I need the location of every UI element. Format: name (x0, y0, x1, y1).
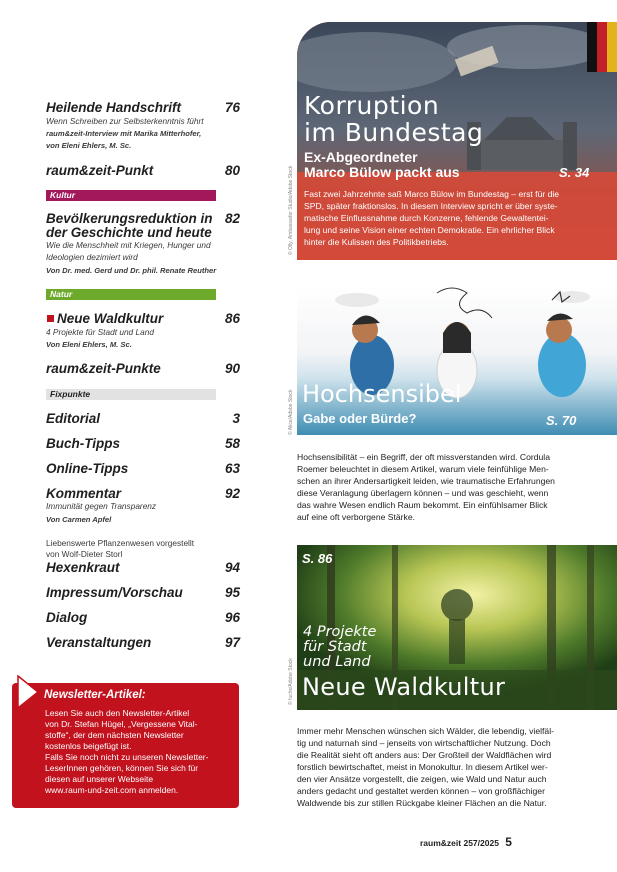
newsletter-line: kostenlos beigefügt ist. (45, 741, 132, 751)
article-waldkultur-sub-3: und Land (303, 654, 371, 670)
toc-page-waldkultur: 86 (224, 311, 240, 326)
toc-sub2-heilende: raum&zeit-Interview mit Marika Mitterhofer, (46, 129, 202, 138)
newsletter-link[interactable]: www.raum-und-zeit.com anmelden. (45, 785, 179, 795)
article-waldkultur-sub-2: für Stadt (303, 639, 367, 655)
toc-title-bevoelkerung-1[interactable]: Bevölkerungsreduktion in (46, 211, 213, 226)
toc-page-veranstaltungen: 97 (224, 635, 240, 650)
toc-pre-hexen-1: Liebenswerte Pflanzenwesen vorgestellt (46, 538, 195, 548)
toc-sub-bevoelkerung-1: Wie die Menschheit mit Kriegen, Hunger und (46, 240, 211, 250)
category-fixpunkte: Fixpunkte (46, 389, 216, 400)
article-korruption-line: Fast zwei Jahrzehnte saß Marco Bülow im Bundestag – erst für die (304, 189, 560, 199)
toc-title-editorial[interactable]: Editorial (46, 411, 101, 426)
toc-title-punkt[interactable]: raum&zeit-Punkt (46, 163, 154, 178)
article-waldkultur-credit: © fuchs/Adobe Stock (288, 658, 294, 705)
toc-page-punkt: 80 (224, 163, 240, 178)
article-hochsensibel-line: das wahre Wesen endlich Raum bekommt. Ein einfühlsamer Blick (297, 500, 548, 510)
article-waldkultur-line: tig und naturnah sind – jenseits von wirtschaftlicher Nutzung. Doch (297, 738, 551, 748)
article-korruption-sub-2: Marco Bülow packt aus (304, 164, 460, 180)
toc-title-dialog[interactable]: Dialog (46, 610, 88, 625)
toc-author-bevoelkerung: Von Dr. med. Gerd und Dr. phil. Renate Reuther (46, 266, 217, 275)
toc-page-editorial: 3 (232, 411, 240, 426)
toc-pre-hexen-2: von Wolf-Dieter Storl (46, 549, 123, 559)
article-waldkultur-line: die Realität sieht oft anders aus: Der Großteil der Waldflächen wird (297, 750, 552, 760)
footer-page-number: 5 (505, 835, 512, 849)
toc-title-veranstaltungen[interactable]: Veranstaltungen (46, 635, 152, 650)
toc-title-buch[interactable]: Buch-Tipps (46, 436, 120, 451)
toc-sub-heilende: Wenn Schreiben zur Selbsterkenntnis führt (46, 116, 204, 126)
toc-title-waldkultur[interactable]: Neue Waldkultur (57, 311, 164, 326)
article-waldkultur-title: Neue Waldkultur (302, 673, 506, 701)
article-hochsensibel-line: auf eine oft verborgene Stärke. (297, 512, 416, 522)
footer-magazine: raum&zeit (420, 838, 462, 848)
article-hochsensibel-text (297, 451, 617, 523)
square-bullet-icon (47, 315, 54, 322)
toc-title-punkte[interactable]: raum&zeit-Punkte (46, 361, 161, 376)
category-kultur: Kultur (46, 190, 216, 201)
toc-page-buch: 58 (224, 436, 240, 451)
toc-page-dialog: 96 (224, 610, 240, 625)
article-waldkultur-line: anders gedacht und gestaltet werden können – von großflächiger (297, 786, 545, 796)
article-waldkultur-text (297, 725, 617, 809)
article-korruption-line: hinter die Kulissen des Politikbetriebs. (304, 237, 449, 247)
toc-title-kommentar[interactable]: Kommentar (46, 486, 122, 501)
newsletter-line: diesen auf unserer Webseite (45, 774, 154, 784)
newsletter-title: Newsletter-Artikel: (44, 689, 146, 701)
toc-sub-bevoelkerung-2: Ideologien dezimiert wird (46, 252, 138, 262)
toc-page-bevoelkerung: 82 (224, 211, 240, 226)
article-hochsensibel-line: diese Veranlagung überlagern können – und was geschieht, wenn (297, 488, 549, 498)
toc-sub-waldkultur: 4 Projekte für Stadt und Land (46, 327, 154, 337)
article-hochsensibel-title: Hochsensibel (302, 380, 462, 408)
article-korruption-title-2: im Bundestag (304, 118, 484, 147)
toc-page-online: 63 (224, 461, 240, 476)
newsletter-line: Lesen Sie auch den Newsletter-Artikel (45, 708, 190, 718)
page-footer (420, 835, 512, 849)
article-waldkultur-line: den vier Ansätze vorgestellt, die zeigen, wie Wald und Natur auch (297, 774, 547, 784)
toc-page-hexen: 94 (224, 560, 240, 575)
newsletter-body (45, 708, 235, 796)
article-waldkultur-page: S. 86 (302, 551, 333, 566)
article-hochsensibel-line: Hochsensibilität – ein Begriff, der oft missverstanden wird. Cordula (297, 452, 550, 462)
article-waldkultur-line: Waldwende bis zur stillen Rückgabe kleiner Flächen an die Natur. (297, 798, 547, 808)
article-korruption-subtitle (304, 150, 460, 180)
footer-issue: 257/2025 (463, 838, 499, 848)
article-korruption-credit: © Olly, Ambassador Studio/Adobe Stock (288, 165, 294, 255)
newsletter-line: stoffe“, der dem nächsten Newsletter (45, 730, 184, 740)
newsletter-line: LeserInnen gehören, können Sie sich für (45, 763, 199, 773)
article-waldkultur-line: Immer mehr Menschen wünschen sich Wälder, die lebendig, vielfäl- (297, 726, 554, 736)
article-korruption-title (304, 92, 483, 146)
toc-author-kommentar: Von Carmen Apfel (46, 515, 112, 524)
toc-title-impressum[interactable]: Impressum/Vorschau (46, 585, 183, 600)
article-hochsensibel-line: Roemer beleuchtet in diesem Artikel, warum viele feinfühlige Men- (297, 464, 549, 474)
article-hochsensibel-subtitle: Gabe oder Bürde? (303, 411, 417, 426)
article-hochsensibel-page: S. 70 (546, 413, 577, 428)
article-korruption-text (304, 188, 559, 248)
toc-title-hexen[interactable]: Hexenkraut (46, 560, 120, 575)
category-natur: Natur (46, 289, 216, 300)
toc-page-impressum: 95 (224, 585, 240, 600)
article-korruption[interactable] (297, 22, 617, 260)
toc-page-heilende: 76 (224, 100, 240, 115)
toc-author-waldkultur: Von Eleni Ehlers, M. Sc. (46, 340, 132, 349)
article-korruption-line: SPD, später fraktionslos. In diesem Interview spricht er über syste- (304, 201, 558, 211)
article-waldkultur[interactable] (297, 545, 617, 710)
article-waldkultur-subtitle (303, 625, 376, 670)
toc-title-heilende[interactable]: Heilende Handschrift (46, 100, 182, 115)
article-waldkultur-line: forstlich bewirtschaftet, meist in Monokultur. In diesem Artikel wer- (297, 762, 548, 772)
toc-title-bevoelkerung-2[interactable]: der Geschichte und heute (46, 225, 212, 240)
article-korruption-title-1: Korruption (304, 91, 440, 120)
toc-page-punkte: 90 (224, 361, 240, 376)
article-korruption-line: matische Einflussnahme durch Konzerne, fehlende Gewaltentei- (304, 213, 549, 223)
article-hochsensibel-line: schen an ihrer Andersartigkeit leiden, wie traumatische Erfahrungen (297, 476, 555, 486)
newsletter-box (12, 683, 239, 808)
toc-sub-kommentar: Immunität gegen Transparenz (46, 501, 157, 511)
article-korruption-sub-1: Ex-Abgeordneter (304, 149, 418, 165)
toc-author-heilende: von Eleni Ehlers, M. Sc. (46, 141, 132, 150)
newsletter-line: von Dr. Stefan Hügel, „Vergessene Vital- (45, 719, 198, 729)
article-korruption-page: S. 34 (559, 165, 590, 180)
newsletter-arrow-icon (17, 675, 39, 709)
article-waldkultur-sub-1: 4 Projekte (303, 624, 377, 640)
article-korruption-line: lung und seine Vision einer echten Demokratie. Ein ehrlicher Blick (304, 225, 555, 235)
newsletter-line: Falls Sie noch nicht zu unseren Newsletter- (45, 752, 209, 762)
toc-title-online[interactable]: Online-Tipps (46, 461, 129, 476)
toc-page-kommentar: 92 (224, 486, 240, 501)
article-hochsensibel[interactable] (297, 285, 617, 435)
article-hochsensibel-credit: © Alice/Adobe Stock (288, 389, 294, 435)
